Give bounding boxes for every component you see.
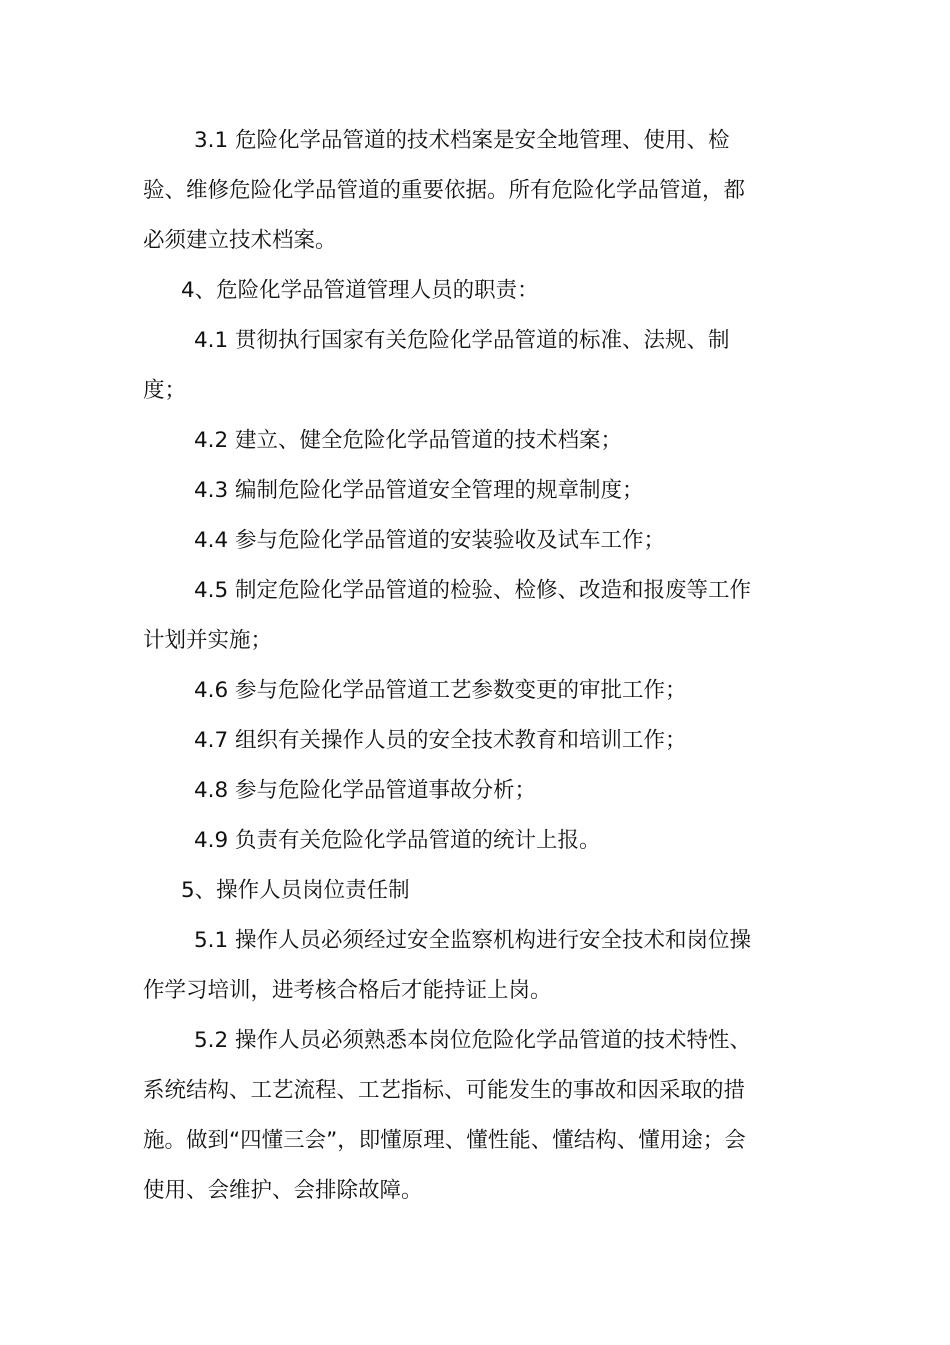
paragraph-5-2: 5.2 操作人员必须熟悉本岗位危险化学品管道的技术特性、系统结构、工艺流程、工艺指标、可能发生的事故和因采取的措施。做到“四懂三会”，即懂原理、懂性能、懂结构、懂用途；会使用、会维护、会排除故障。 [143, 1028, 752, 1203]
paragraph-5-1: 5.1 操作人员必须经过安全监察机构进行安全技术和岗位操作学习培训，进考核合格后才能持证上岗。 [143, 928, 752, 1003]
paragraph-4-3: 4.3 编制危险化学品管道安全管理的规章制度； [194, 478, 644, 503]
paragraph-4-8: 4.8 参与危险化学品管道事故分析； [194, 778, 537, 803]
heading-section-4: 4、危险化学品管道管理人员的职责： [181, 278, 539, 303]
paragraph-3-1: 3.1 危险化学品管道的技术档案是安全地管理、使用、检验、维修危险化学品管道的重要依据。所有危险化学品管道，都必须建立技术档案。 [143, 128, 746, 253]
paragraph-4-9: 4.9 负责有关危险化学品管道的统计上报。 [194, 828, 601, 853]
heading-section-5: 5、操作人员岗位责任制 [181, 878, 410, 903]
paragraph-4-6: 4.6 参与危险化学品管道工艺参数变更的审批工作； [194, 678, 687, 703]
paragraph-4-7: 4.7 组织有关操作人员的安全技术教育和培训工作； [194, 728, 687, 753]
paragraph-4-4: 4.4 参与危险化学品管道的安装验收及试车工作； [194, 528, 666, 553]
paragraph-4-2: 4.2 建立、健全危险化学品管道的技术档案； [194, 428, 623, 453]
paragraph-4-1: 4.1 贯彻执行国家有关危险化学品管道的标准、法规、制度； [143, 328, 730, 403]
document-body [143, 116, 753, 1216]
paragraph-4-5: 4.5 制定危险化学品管道的检验、检修、改造和报废等工作计划并实施； [143, 578, 752, 653]
